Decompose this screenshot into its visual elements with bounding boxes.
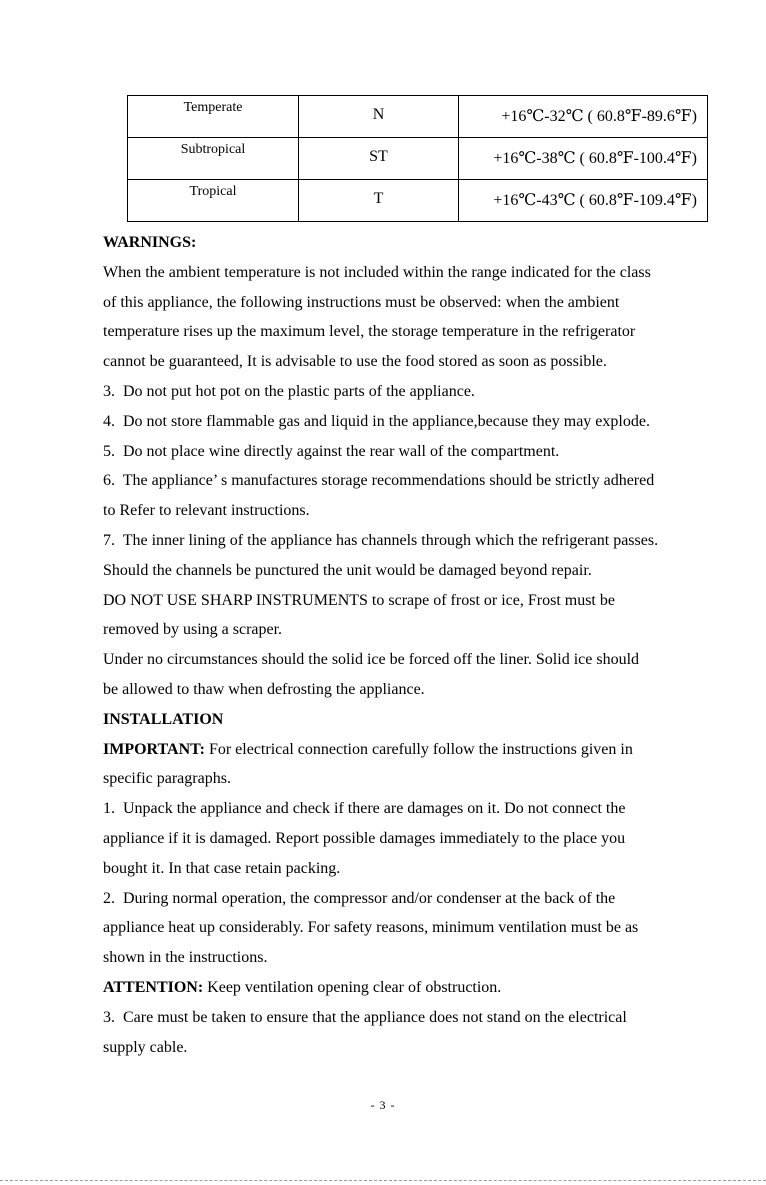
text-line: specific paragraphs. [103, 770, 231, 788]
list-item: 4. Do not store flammable gas and liquid in the appliance,because they may explode. [103, 412, 650, 430]
text-line: of this appliance, the following instructions must be observed: when the ambient [103, 293, 620, 311]
text-line: cannot be guaranteed, It is advisable to use the food stored as soon as possible. [103, 353, 607, 371]
climate-class-cell: N [299, 96, 459, 138]
text-line: be allowed to thaw when defrosting the appliance. [103, 680, 425, 698]
climate-class-cell: T [299, 180, 459, 222]
warnings-heading: WARNINGS: [103, 234, 197, 251]
page-edge-divider [0, 1180, 766, 1181]
list-item: 7. The inner lining of the appliance has channels through which the refrigerant passes. [103, 531, 659, 549]
climate-class-table [127, 95, 708, 222]
attention-text: Keep ventilation opening clear of obstruction. [203, 978, 502, 996]
climate-zone-cell: Tropical [128, 180, 299, 222]
list-item: 3. Do not put hot pot on the plastic parts of the appliance. [103, 382, 475, 400]
text-line: bought it. In that case retain packing. [103, 859, 341, 877]
body-text [103, 228, 713, 1062]
attention-label: ATTENTION: [103, 978, 204, 996]
attention-note [103, 973, 713, 1003]
list-item: 6. The appliance’ s manufactures storage recommendations should be strictly adhered [103, 472, 655, 490]
text-line: shown in the instructions. [103, 949, 268, 967]
table-row [128, 138, 708, 180]
text-line: removed by using a scraper. [103, 621, 283, 639]
climate-zone-cell: Subtropical [128, 138, 299, 180]
text-line: appliance heat up considerably. For safety reasons, minimum ventilation must be as [103, 919, 639, 937]
installation-heading: INSTALLATION [103, 710, 224, 728]
text-line: When the ambient temperature is not included within the range indicated for the class [103, 263, 651, 281]
list-item: 3. Care must be taken to ensure that the appliance does not stand on the electrical [103, 1008, 627, 1026]
table-row [128, 96, 708, 138]
list-item: 1. Unpack the appliance and check if there are damages on it. Do not connect the [103, 800, 626, 818]
temperature-range-cell: +16℃-43℃ ( 60.8℉-109.4℉) [459, 180, 708, 222]
table-row [128, 180, 708, 222]
list-item: 2. During normal operation, the compressor and/or condenser at the back of the [103, 889, 616, 907]
climate-class-cell: ST [299, 138, 459, 180]
important-label: IMPORTANT: [103, 740, 205, 758]
temperature-range-cell: +16℃-32℃ ( 60.8℉-89.6℉) [459, 96, 708, 138]
text-line: supply cable. [103, 1038, 188, 1056]
text-line: temperature rises up the maximum level, the storage temperature in the refrigerator [103, 323, 636, 341]
text-line: to Refer to relevant instructions. [103, 502, 310, 520]
text-line: DO NOT USE SHARP INSTRUMENTS to scrape of frost or ice, Frost must be [103, 591, 615, 609]
list-item: 5. Do not place wine directly against the rear wall of the compartment. [103, 442, 560, 460]
important-text: For electrical connection carefully follow the instructions given in [204, 740, 633, 758]
text-line: Under no circumstances should the solid ice be forced off the liner. Solid ice should [103, 651, 640, 669]
temperature-range-cell: +16℃-38℃ ( 60.8℉-100.4℉) [459, 138, 708, 180]
text-line: Should the channels be punctured the unit would be damaged beyond repair. [103, 561, 592, 579]
important-note [103, 735, 713, 765]
page-number: - 3 - [370, 1098, 396, 1112]
text-line: appliance if it is damaged. Report possible damages immediately to the place you [103, 829, 626, 847]
climate-zone-cell: Temperate [128, 96, 299, 138]
